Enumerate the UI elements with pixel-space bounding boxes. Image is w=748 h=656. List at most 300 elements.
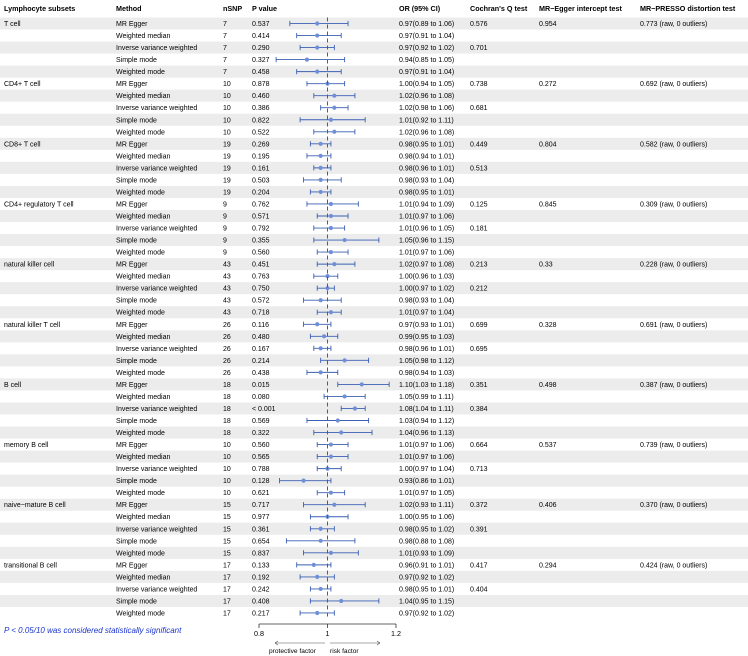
method-label: Simple mode [116, 117, 157, 125]
p-value: 0.204 [252, 189, 270, 197]
row-stripe [0, 451, 748, 463]
row-stripe [0, 138, 748, 150]
egger-intercept-value: 0.272 [539, 81, 557, 89]
or-point [332, 503, 336, 507]
cochran-q-value: 0.384 [470, 405, 488, 413]
nsnp-value: 9 [223, 225, 227, 233]
or-ci-value: 1.04(0.95 to 1.15) [399, 598, 455, 606]
p-value: 0.242 [252, 586, 270, 594]
method-label: MR Egger [116, 81, 148, 89]
or-ci-value: 0.98(0.93 to 1.04) [399, 297, 455, 305]
row-stripe [0, 66, 748, 78]
or-point [319, 154, 323, 158]
nsnp-value: 10 [223, 490, 231, 498]
presso-value: 0.228 (raw, 0 outliers) [640, 261, 708, 269]
method-label: Weighted median [116, 454, 171, 462]
x-tick-label-1.2: 1.2 [391, 629, 401, 638]
p-value: 0.458 [252, 69, 270, 77]
method-label: Inverse variance weighted [116, 45, 198, 53]
row-stripe [0, 402, 748, 414]
or-ci-value: 1.01(0.97 to 1.06) [399, 213, 455, 221]
nsnp-value: 26 [223, 369, 231, 377]
p-value: 0.408 [252, 598, 270, 606]
method-label: Simple mode [116, 357, 157, 365]
header-nsnp: nSNP [223, 4, 243, 13]
nsnp-value: 10 [223, 442, 231, 450]
row-stripe [0, 282, 748, 294]
nsnp-value: 10 [223, 466, 231, 474]
method-label: MR Egger [116, 442, 148, 450]
egger-intercept-value: 0.406 [539, 502, 557, 510]
p-value: 0.214 [252, 357, 270, 365]
or-ci-value: 1.00(0.96 to 1.03) [399, 273, 455, 281]
or-point [319, 190, 323, 194]
p-value: 0.480 [252, 333, 270, 341]
or-ci-value: 1.00(0.94 to 1.05) [399, 81, 455, 89]
method-label: Weighted median [116, 574, 171, 582]
p-value: 0.355 [252, 237, 270, 245]
presso-value: 0.387 (raw, 0 outliers) [640, 381, 708, 389]
cochran-q-value: 0.351 [470, 381, 488, 389]
or-point [343, 238, 347, 242]
table-row [116, 346, 488, 353]
table-row [116, 298, 454, 305]
nsnp-value: 10 [223, 93, 231, 101]
nsnp-value: 10 [223, 454, 231, 462]
table-row [116, 394, 454, 401]
or-ci-value: 1.04(0.96 to 1.13) [399, 430, 455, 438]
or-ci-value: 0.94(0.85 to 1.05) [399, 57, 455, 65]
cochran-q-value: 0.125 [470, 201, 488, 209]
p-value: 0.792 [252, 225, 270, 233]
p-value: 0.571 [252, 213, 270, 221]
or-ci-value: 1.03(0.94 to 1.12) [399, 418, 455, 426]
method-label: Inverse variance weighted [116, 105, 198, 113]
p-value: 0.750 [252, 285, 270, 293]
or-point [315, 33, 319, 37]
row-stripe [0, 186, 748, 198]
or-ci-value: 0.93(0.86 to 1.01) [399, 478, 455, 486]
method-label: MR Egger [116, 321, 148, 329]
or-point [332, 94, 336, 98]
egger-intercept-value: 0.33 [539, 261, 553, 269]
nsnp-value: 43 [223, 273, 231, 281]
or-ci-value: 0.98(0.96 to 1.01) [399, 345, 455, 353]
table-row [116, 610, 454, 617]
or-ci-value: 1.02(0.93 to 1.11) [399, 502, 454, 510]
or-point [336, 418, 340, 422]
table-row [116, 418, 454, 425]
or-ci-value: 0.98(0.95 to 1.01) [399, 189, 455, 197]
or-ci-value: 1.00(0.97 to 1.02) [399, 285, 455, 293]
method-label: Simple mode [116, 538, 157, 546]
or-ci-value: 0.97(0.89 to 1.06) [399, 21, 455, 29]
or-point [329, 491, 333, 495]
or-ci-value: 1.10(1.03 to 1.18) [399, 381, 455, 389]
table-row [116, 250, 454, 257]
egger-intercept-value: 0.294 [539, 562, 557, 570]
method-label: Inverse variance weighted [116, 405, 198, 413]
p-value: 0.438 [252, 369, 270, 377]
egger-intercept-value: 0.328 [539, 321, 557, 329]
nsnp-value: 43 [223, 261, 231, 269]
egger-intercept-value: 0.537 [539, 442, 557, 450]
nsnp-value: 18 [223, 381, 231, 389]
presso-value: 0.370 (raw, 0 outliers) [640, 502, 708, 510]
p-value: 0.569 [252, 418, 270, 426]
subset-label: transitional B cell [4, 562, 57, 570]
cochran-q-value: 0.681 [470, 105, 488, 113]
or-ci-value: 1.00(0.95 to 1.06) [399, 514, 455, 522]
subset-label: naive−mature B cell [4, 502, 66, 510]
row-stripe [0, 18, 748, 30]
nsnp-value: 10 [223, 81, 231, 89]
header-method: Method [116, 4, 142, 13]
or-ci-value: 0.98(0.94 to 1.03) [399, 369, 455, 377]
p-value: 0.269 [252, 141, 270, 149]
row-stripe [0, 330, 748, 342]
nsnp-value: 18 [223, 405, 231, 413]
protective-factor-label: protective factor [269, 648, 316, 655]
nsnp-value: 19 [223, 141, 231, 149]
p-value: 0.133 [252, 562, 270, 570]
or-point [329, 454, 333, 458]
or-point [315, 322, 319, 326]
method-label: Weighted mode [116, 550, 165, 558]
p-value: 0.762 [252, 201, 270, 209]
p-value: 0.565 [252, 454, 270, 462]
row-stripe [0, 90, 748, 102]
or-ci-value: 0.96(0.91 to 1.01) [399, 562, 455, 570]
or-point [319, 346, 323, 350]
cochran-q-value: 0.695 [470, 345, 488, 353]
method-label: Weighted mode [116, 249, 165, 257]
table-row [116, 586, 488, 593]
or-ci-value: 0.97(0.93 to 1.01) [399, 321, 455, 329]
or-point [329, 226, 333, 230]
or-ci-value: 1.05(0.98 to 1.12) [399, 357, 455, 365]
or-point [319, 298, 323, 302]
or-point [305, 58, 309, 62]
method-label: Inverse variance weighted [116, 285, 198, 293]
or-point [319, 142, 323, 146]
or-ci-value: 1.01(0.94 to 1.09) [399, 201, 455, 209]
protective-arrow [275, 641, 325, 645]
method-label: Weighted median [116, 33, 171, 41]
nsnp-value: 17 [223, 562, 231, 570]
or-ci-value: 1.01(0.97 to 1.06) [399, 249, 455, 257]
or-ci-value: 0.97(0.91 to 1.04) [399, 33, 455, 41]
table-row [116, 274, 454, 281]
header-lymphocyte-subsets: Lymphocyte subsets [4, 4, 76, 13]
header-egger-intercept: MR−Egger intercept test [539, 4, 622, 13]
row-stripe [0, 162, 748, 174]
nsnp-value: 18 [223, 418, 231, 426]
method-label: Inverse variance weighted [116, 345, 198, 353]
risk-arrow [330, 641, 380, 645]
method-label: Weighted mode [116, 369, 165, 377]
nsnp-value: 7 [223, 21, 227, 29]
subset-label: CD4+ regulatory T cell [4, 201, 74, 209]
p-value: 0.128 [252, 478, 270, 486]
p-value: 0.560 [252, 442, 270, 450]
p-value: 0.327 [252, 57, 270, 65]
or-point [332, 130, 336, 134]
p-value: 0.217 [252, 610, 270, 618]
p-value: 0.080 [252, 393, 270, 401]
nsnp-value: 15 [223, 502, 231, 510]
subset-label: natural killer cell [4, 261, 55, 269]
nsnp-value: 18 [223, 393, 231, 401]
cochran-q-value: 0.664 [470, 442, 488, 450]
or-ci-value: 1.00(0.97 to 1.04) [399, 466, 455, 474]
or-ci-value: 1.01(0.97 to 1.04) [399, 309, 455, 317]
or-point [315, 21, 319, 25]
table-row [116, 153, 454, 160]
table-row [116, 370, 454, 377]
x-tick-label-0.8: 0.8 [254, 629, 264, 638]
or-point [315, 575, 319, 579]
cochran-q-value: 0.417 [470, 562, 488, 570]
or-ci-value: 1.05(0.99 to 1.11) [399, 393, 454, 401]
or-ci-value: 0.97(0.92 to 1.02) [399, 45, 455, 53]
table-row [4, 322, 707, 329]
cochran-q-value: 0.213 [470, 261, 488, 269]
p-value: 0.386 [252, 105, 270, 113]
or-ci-value: 0.99(0.95 to 1.03) [399, 333, 455, 341]
cochran-q-value: 0.181 [470, 225, 488, 233]
nsnp-value: 15 [223, 514, 231, 522]
or-point [319, 539, 323, 543]
subset-label: natural killer T cell [4, 321, 61, 329]
cochran-q-value: 0.391 [470, 526, 488, 534]
or-point [329, 250, 333, 254]
cochran-q-value: 0.212 [470, 285, 488, 293]
or-ci-value: 1.01(0.96 to 1.05) [399, 225, 455, 233]
or-ci-value: 1.02(0.97 to 1.08) [399, 261, 455, 269]
presso-value: 0.582 (raw, 0 outliers) [640, 141, 708, 149]
method-label: MR Egger [116, 381, 148, 389]
p-value: 0.167 [252, 345, 270, 353]
cochran-q-value: 0.701 [470, 45, 488, 53]
nsnp-value: 7 [223, 33, 227, 41]
header-p-value: P value [252, 4, 278, 13]
row-stripe [0, 306, 748, 318]
p-value: 0.451 [252, 261, 270, 269]
cochran-q-value: 0.449 [470, 141, 488, 149]
or-point [339, 599, 343, 603]
or-point [343, 358, 347, 362]
row-stripe [0, 499, 748, 511]
nsnp-value: 26 [223, 333, 231, 341]
table-row [116, 129, 454, 136]
nsnp-value: 7 [223, 45, 227, 53]
nsnp-value: 15 [223, 538, 231, 546]
nsnp-value: 9 [223, 237, 227, 245]
p-value: 0.414 [252, 33, 270, 41]
or-ci-value: 0.98(0.93 to 1.04) [399, 177, 455, 185]
method-label: Weighted median [116, 333, 171, 341]
method-label: Weighted mode [116, 610, 165, 618]
p-value: 0.116 [252, 321, 269, 329]
p-value: 0.717 [252, 502, 270, 510]
or-ci-value: 1.02(0.96 to 1.08) [399, 93, 455, 101]
method-label: Inverse variance weighted [116, 165, 198, 173]
method-label: Simple mode [116, 177, 157, 185]
or-point [319, 166, 323, 170]
row-stripe [0, 114, 748, 126]
or-ci-value: 0.98(0.95 to 1.02) [399, 526, 455, 534]
nsnp-value: 17 [223, 610, 231, 618]
header-cochran-q: Cochran's Q test [470, 4, 528, 13]
method-label: Weighted median [116, 153, 171, 161]
risk-factor-label: risk factor [330, 648, 359, 655]
or-point [322, 334, 326, 338]
table-row [4, 442, 707, 449]
or-point [319, 527, 323, 531]
table-row [116, 33, 454, 40]
presso-value: 0.739 (raw, 0 outliers) [640, 442, 708, 450]
or-ci-value: 0.97(0.91 to 1.04) [399, 69, 455, 77]
or-point [319, 178, 323, 182]
table-row [116, 177, 454, 184]
cochran-q-value: 0.513 [470, 165, 488, 173]
nsnp-value: 10 [223, 478, 231, 486]
method-label: MR Egger [116, 562, 148, 570]
cochran-q-value: 0.576 [470, 21, 488, 29]
row-stripe [0, 258, 748, 270]
method-label: MR Egger [116, 502, 148, 510]
cochran-q-value: 0.713 [470, 466, 488, 474]
or-point [312, 563, 316, 567]
or-point [301, 479, 305, 483]
cochran-q-value: 0.738 [470, 81, 488, 89]
header-presso: MR−PRESSO distortion test [640, 4, 736, 13]
or-point [315, 70, 319, 74]
or-point [332, 106, 336, 110]
egger-intercept-value: 0.804 [539, 141, 557, 149]
or-ci-value: 0.97(0.92 to 1.02) [399, 610, 455, 618]
nsnp-value: 7 [223, 69, 227, 77]
nsnp-value: 10 [223, 105, 231, 113]
significance-footnote: P < 0.05/10 was considered statistically significant [4, 626, 182, 635]
p-value: 0.837 [252, 550, 270, 558]
presso-value: 0.692 (raw, 0 outliers) [640, 81, 708, 89]
nsnp-value: 26 [223, 357, 231, 365]
x-tick-label-1: 1 [325, 629, 330, 638]
p-value: 0.290 [252, 45, 270, 53]
method-label: Weighted mode [116, 490, 165, 498]
row-stripe [0, 210, 748, 222]
method-label: Simple mode [116, 297, 157, 305]
nsnp-value: 26 [223, 345, 231, 353]
table-row [116, 538, 454, 545]
row-stripe [0, 475, 748, 487]
or-point [319, 370, 323, 374]
nsnp-value: 17 [223, 574, 231, 582]
method-label: MR Egger [116, 201, 148, 209]
p-value: 0.161 [252, 165, 270, 173]
nsnp-value: 18 [223, 430, 231, 438]
method-label: Weighted mode [116, 430, 165, 438]
nsnp-value: 7 [223, 57, 227, 65]
method-label: Weighted median [116, 93, 171, 101]
or-point [329, 442, 333, 446]
nsnp-value: 17 [223, 586, 231, 594]
p-value: 0.537 [252, 21, 270, 29]
method-label: Inverse variance weighted [116, 466, 198, 474]
nsnp-value: 43 [223, 309, 231, 317]
or-point [315, 45, 319, 49]
presso-value: 0.424 (raw, 0 outliers) [640, 562, 708, 570]
or-ci-value: 1.02(0.98 to 1.06) [399, 105, 455, 113]
or-point [329, 310, 333, 314]
method-label: Simple mode [116, 418, 157, 426]
or-point [343, 394, 347, 398]
table-row [116, 226, 488, 233]
method-label: Simple mode [116, 57, 157, 65]
p-value: 0.822 [252, 117, 270, 125]
method-label: Weighted mode [116, 129, 165, 137]
row-stripe [0, 571, 748, 583]
table-row [116, 105, 488, 112]
or-point [329, 551, 333, 555]
table-row [4, 81, 707, 88]
or-ci-value: 1.08(1.04 to 1.11) [399, 405, 454, 413]
p-value: 0.654 [252, 538, 270, 546]
method-label: Inverse variance weighted [116, 526, 198, 534]
presso-value: 0.309 (raw, 0 outliers) [640, 201, 708, 209]
method-label: Simple mode [116, 478, 157, 486]
method-label: MR Egger [116, 21, 148, 29]
table-row [4, 201, 707, 208]
p-value: < 0.001 [252, 405, 276, 413]
table-row [116, 514, 454, 521]
or-ci-value: 0.98(0.95 to 1.01) [399, 586, 455, 594]
or-ci-value: 0.98(0.94 to 1.01) [399, 153, 455, 161]
row-stripe [0, 354, 748, 366]
or-point [353, 406, 357, 410]
nsnp-value: 9 [223, 213, 227, 221]
or-point [339, 430, 343, 434]
nsnp-value: 43 [223, 285, 231, 293]
or-point [329, 214, 333, 218]
p-value: 0.015 [252, 381, 270, 389]
header-or-ci: OR (95% CI) [399, 4, 441, 13]
method-label: Weighted median [116, 213, 171, 221]
p-value: 0.192 [252, 574, 270, 582]
or-ci-value: 1.01(0.92 to 1.11) [399, 117, 454, 125]
nsnp-value: 19 [223, 165, 231, 173]
or-ci-value: 1.01(0.97 to 1.05) [399, 490, 455, 498]
method-label: MR Egger [116, 141, 148, 149]
subset-label: B cell [4, 381, 22, 389]
presso-value: 0.691 (raw, 0 outliers) [640, 321, 708, 329]
or-point [315, 611, 319, 615]
cochran-q-value: 0.699 [470, 321, 488, 329]
egger-intercept-value: 0.845 [539, 201, 557, 209]
p-value: 0.572 [252, 297, 270, 305]
nsnp-value: 9 [223, 201, 227, 209]
row-stripe [0, 427, 748, 439]
method-label: Weighted mode [116, 189, 165, 197]
method-label: Inverse variance weighted [116, 225, 198, 233]
or-point [319, 587, 323, 591]
nsnp-value: 19 [223, 177, 231, 185]
p-value: 0.322 [252, 430, 270, 438]
cochran-q-value: 0.404 [470, 586, 488, 594]
p-value: 0.361 [252, 526, 270, 534]
